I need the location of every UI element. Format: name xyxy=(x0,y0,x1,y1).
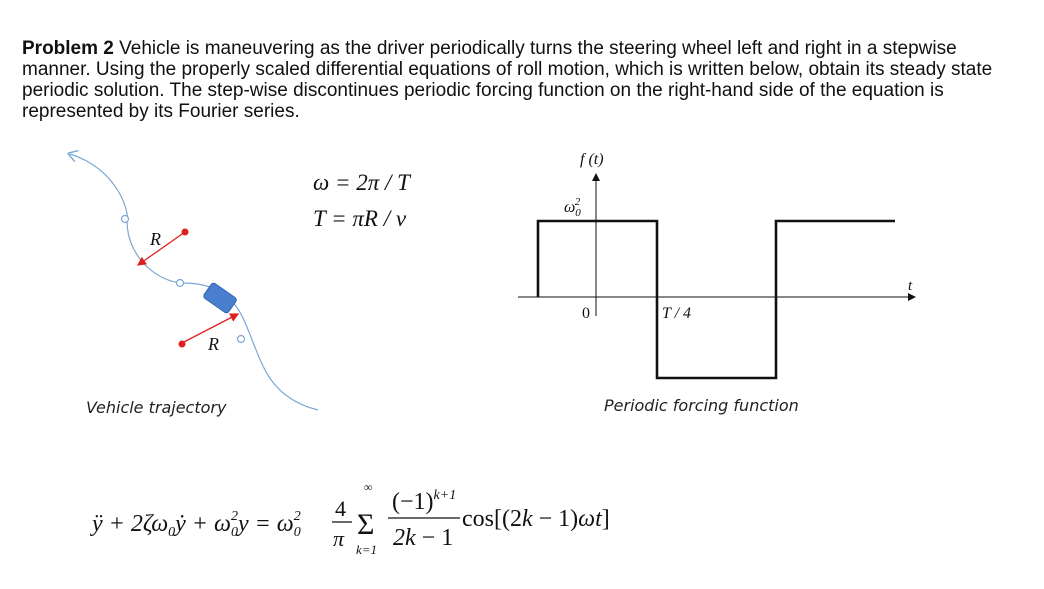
svg-text:∞: ∞ xyxy=(364,480,373,494)
svg-text:ω02: $\omega_02$ xyxy=(564,196,581,219)
svg-text:2k − 1: 2k − 1 xyxy=(393,525,454,551)
trajectory-node-middle xyxy=(177,280,184,287)
y-axis-label: f (t) xyxy=(580,151,604,168)
forcing-caption: Periodic forcing function xyxy=(604,396,799,415)
svg-text:π: π xyxy=(333,526,345,551)
svg-text:(−1)k+1: $(-1)^{k+1}$ xyxy=(392,488,457,515)
problem-text: Vehicle is maneuvering as the driver periodically turns the steering wheel left and right in a stepwise manner. Using the properly scaled differential equations of roll motion, which is written below, obtain its steady state periodic solution. The step-wise discontinues periodic forcing function on the right-hand side of the equation is represented by its Fourier series. xyxy=(22,38,993,122)
radius-label-bottom: R xyxy=(208,334,219,354)
trajectory-node-bottom xyxy=(238,336,245,343)
origin-label: 0 xyxy=(582,305,590,322)
trajectory-node-top xyxy=(122,216,129,223)
square-wave xyxy=(538,221,895,378)
quarter-period-label: T / 4 xyxy=(662,305,692,322)
svg-text:Σ: Σ xyxy=(357,508,375,541)
svg-text:4: 4 xyxy=(335,496,346,521)
period-equation: T = πR / v xyxy=(313,206,407,231)
trajectory-caption: Vehicle trajectory xyxy=(86,398,227,417)
curvature-center-bottom xyxy=(179,341,186,348)
omega-equation: ω = 2π / T xyxy=(313,170,410,195)
radius-label-top: R xyxy=(150,229,161,249)
x-axis-label: t xyxy=(908,278,913,294)
svg-text:ÿ + 2ζω0ẏ + ω02y = ω02: ÿ + $2\zeta\omega_0ẏ + \omega_02y = \omega_02$ xyxy=(92,509,301,540)
svg-text:cos[(2k − 1)ωt]: cos[(2k − 1)ωt] xyxy=(462,506,610,532)
trajectory-path xyxy=(70,154,318,410)
amplitude-label xyxy=(564,196,581,219)
curvature-center-top xyxy=(182,229,189,236)
problem-label: Problem 2 xyxy=(22,38,114,59)
svg-text:k=1: k=1 xyxy=(356,542,378,557)
main-equation xyxy=(90,480,610,557)
radius-line-top xyxy=(138,232,185,265)
